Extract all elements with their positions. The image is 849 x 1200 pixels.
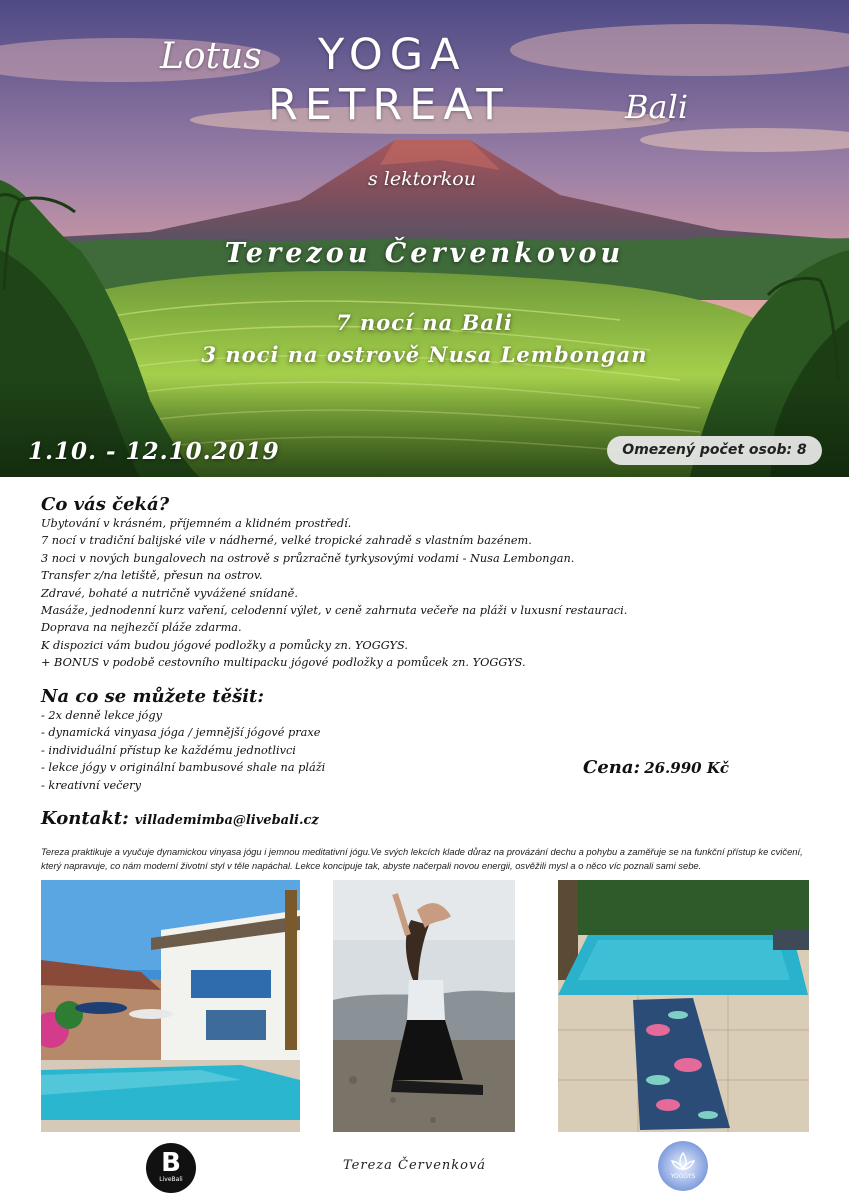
villa-pool-photo	[41, 880, 300, 1132]
look-forward-heading: Na co se můžete těšit:	[41, 686, 265, 707]
look-forward-section	[41, 686, 325, 794]
list-item: + BONUS v podobě cestovního multipacku jógové podložky a pomůcek zn. YOGGYS.	[41, 656, 526, 670]
nights-bali: 7 nocí na Bali	[336, 310, 513, 335]
list-item: - individuální přístup ke každému jednotlivci	[41, 743, 296, 757]
pool-yoga-mat-photo	[558, 880, 809, 1132]
hero-banner	[0, 0, 849, 477]
title-yoga: YOGA	[318, 30, 467, 80]
list-item: Transfer z/na letiště, přesun na ostrov.	[41, 569, 263, 583]
retreat-dates: 1.10. - 12.10.2019	[28, 438, 280, 465]
yoggys-logo	[658, 1141, 708, 1191]
list-item: Masáže, jednodenní kurz vaření, celodenní výlet, v ceně zahrnuta večeře na pláži v luxusní restauraci.	[41, 604, 628, 618]
livebali-logo	[146, 1143, 196, 1193]
list-item: - 2x denně lekce jógy	[41, 709, 162, 722]
price-label: Cena:	[583, 757, 641, 778]
livebali-logo-text: LiveBali	[159, 1176, 183, 1183]
price-value: 26.990 Kč	[644, 759, 729, 777]
lecturer-name: Terezou Červenkovou	[224, 238, 625, 269]
look-forward-list	[41, 707, 325, 794]
nights-island: 3 noci na ostrově Nusa Lembongan	[201, 342, 648, 367]
yoga-pose-photo	[333, 880, 515, 1132]
list-item: Zdravé, bohaté a nutričně vyvážené snídaně.	[41, 586, 298, 600]
title-retreat: RETREAT	[268, 80, 510, 130]
what-awaits-heading: Co vás čeká?	[41, 494, 170, 515]
list-item: K dispozici vám budou jógové podložky a pomůcky zn. YOGGYS.	[41, 638, 408, 652]
capacity-badge: Omezený počet osob: 8	[607, 436, 822, 465]
price-block	[583, 757, 729, 778]
list-item: - dynamická vinyasa jóga / jemnější jógové praxe	[41, 726, 321, 740]
livebali-logo-letter: B	[161, 1148, 181, 1178]
yoggys-logo-text: YOGGYS	[670, 1173, 696, 1180]
signature: Tereza Červenková	[343, 1158, 487, 1173]
list-item: Doprava na nejhezčí pláže zdarma.	[41, 621, 242, 635]
what-awaits-list	[41, 515, 627, 672]
contact-email-link[interactable]: villademimba@livebali.cz	[134, 813, 319, 828]
list-item: - kreativní večery	[41, 778, 141, 792]
what-awaits-section	[41, 494, 627, 672]
contact-label: Kontakt:	[41, 808, 129, 829]
list-item: 7 nocí v tradiční balijské vile v nádherné, velké tropické zahradě s vlastním bazénem.	[41, 534, 532, 548]
lecturer-bio: Tereza praktikuje a vyučuje dynamickou vinyasa jógu i jemnou meditativní jógu.Ve svých lekcích klade důraz na provázání dechu a pohybu a zaměřuje se na funkční přístup ke cvičení, který napravuje, co nám moderní životní styl v těle napáchal. Lekce koncipuje tak, abyste načerpali novou energii, osvěžili mysl a o něco víc poznali sami sebe.	[41, 846, 803, 871]
contact-block	[41, 808, 319, 829]
title-prefix: Lotus	[160, 36, 262, 77]
list-item: Ubytování v krásném, příjemném a klidném prostředí.	[41, 517, 352, 530]
list-item: 3 noci v nových bungalovech na ostrově s průzračně tyrkysovými vodami - Nusa Lembongan.	[41, 551, 575, 565]
title-suffix: Bali	[625, 88, 689, 126]
list-item: - lekce jógy v originální bambusové shale na pláži	[41, 761, 326, 775]
with-lecturer-label: s lektorkou	[368, 168, 476, 190]
